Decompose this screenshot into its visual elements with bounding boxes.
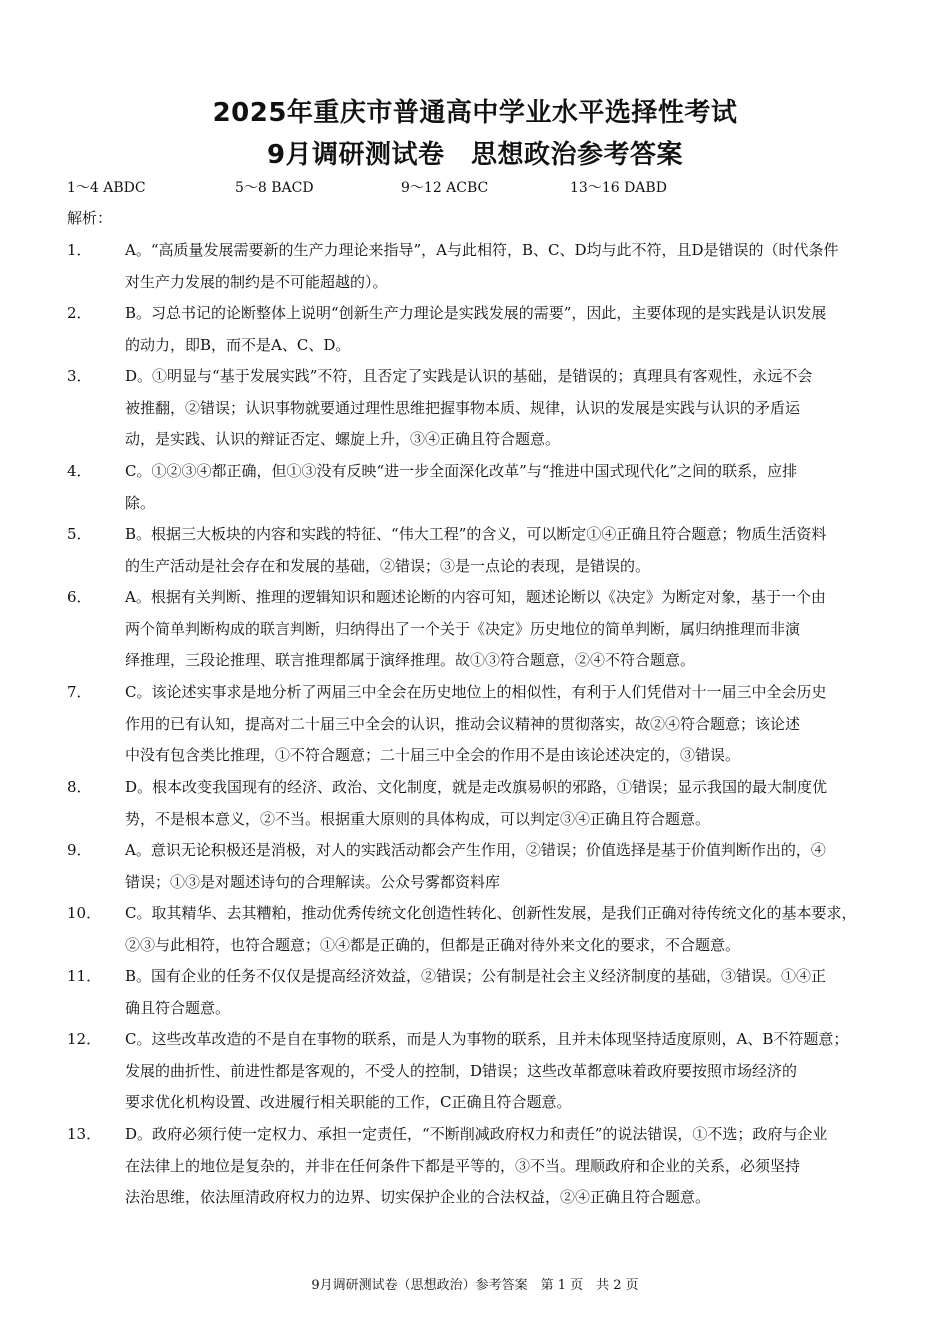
analysis-item xyxy=(67,519,885,582)
item-text-line: 除。 xyxy=(125,493,156,512)
item-text-line: C。该论述实事求是地分析了两届三中全会在历史地位上的相似性，有利于人们凭借对十一届三中全会历史 xyxy=(125,683,827,701)
item-text-line: 势，不是根本意义，②不当。根据重大原则的具体构成，可以判定③④正确且符合题意。 xyxy=(125,809,711,828)
analysis-item xyxy=(67,961,885,1024)
item-number: 6． xyxy=(67,588,92,606)
analysis-item xyxy=(67,582,885,677)
item-number: 2． xyxy=(67,304,92,322)
item-text-line: B。根据三大板块的内容和实践的特征、“伟大工程”的含义，可以断定①④正确且符合题意；物质生活资料 xyxy=(125,525,827,543)
item-text-line: 错误；①③是对题述诗句的合理解读。公众号雾都资料库 xyxy=(125,872,501,891)
answer-group: 5～8 BACD xyxy=(235,180,314,196)
item-text-line: 要求优化机构设置、改进履行相关职能的工作，C正确且符合题意。 xyxy=(125,1093,572,1111)
analysis-item xyxy=(67,677,885,772)
item-text-line: A。意识无论积极还是消极，对人的实践活动都会产生作用，②错误；价值选择是基于价值判断作出的，④ xyxy=(125,841,826,859)
item-text-line: C。取其精华、去其糟粕，推动优秀传统文化创造性转化、创新性发展，是我们正确对待传统文化的基本要求， xyxy=(125,904,857,922)
analysis-item xyxy=(67,298,885,361)
answer-group: 1～4 ABDC xyxy=(67,180,146,196)
analysis-item xyxy=(67,1024,885,1119)
item-text-line: 两个简单判断构成的联言判断，归纳得出了一个关于《决定》历史地位的简单判断，属归纳推理而非演 xyxy=(125,619,801,638)
item-text-line: 动，是实践、认识的辩证否定、螺旋上升，③④正确且符合题意。 xyxy=(125,430,561,448)
item-text-line: 的生产活动是社会存在和发展的基础，②错误；③是一点论的表现，是错误的。 xyxy=(125,556,651,575)
item-text-line: 对生产力发展的制约是不可能超越的）。 xyxy=(125,272,388,291)
item-text-line: A。“高质量发展需要新的生产力理论来指导”，A与此相符，B、C、D均与此不符，且D是错误的（时代条件 xyxy=(125,241,839,259)
item-text-line: D。政府必须行使一定权力、承担一定责任，“不断削减政府权力和责任”的说法错误，①不选；政府与企业 xyxy=(125,1125,828,1143)
item-text-line: 绎推理，三段论推理、联言推理都属于演绎推理。故①③符合题意，②④不符合题意。 xyxy=(125,651,696,669)
item-number: 10． xyxy=(67,904,102,922)
item-text-line: 确且符合题意。 xyxy=(125,998,231,1017)
item-number: 8． xyxy=(67,778,92,796)
answer-group: 13～16 DABD xyxy=(570,180,667,196)
page-footer: 9月调研测试卷（思想政治）参考答案 第 1 页 共 2 页 xyxy=(311,1278,639,1293)
item-number: 1． xyxy=(67,241,92,259)
exam-title: 2025年重庆市普通高中学业水平选择性考试 xyxy=(212,98,738,128)
item-number: 4． xyxy=(67,462,92,480)
item-number: 13． xyxy=(67,1125,102,1143)
item-number: 7． xyxy=(67,683,92,701)
analysis-heading: 解析： xyxy=(67,209,113,227)
exam-subtitle: 9月调研测试卷 思想政治参考答案 xyxy=(266,140,684,170)
item-text-line: 在法律上的地位是复杂的，并非在任何条件下都是平等的，③不当。理顺政府和企业的关系，必须坚持 xyxy=(125,1156,801,1175)
item-text-line: 作用的已有认知，提高对二十届三中全会的认识，推动会议精神的贯彻落实，故②④符合题意；该论述 xyxy=(125,714,801,733)
analysis-item xyxy=(67,361,885,456)
item-text-line: 发展的曲折性、前进性都是客观的，不受人的控制，D错误；这些改革都意味着政府要按照市场经济的 xyxy=(125,1061,798,1080)
item-number: 11． xyxy=(67,967,102,985)
item-text-line: 中没有包含类比推理，①不符合题意；二十届三中全会的作用不是由该论述决定的，③错误。 xyxy=(125,746,741,764)
analysis-item xyxy=(67,898,885,961)
analysis-item xyxy=(67,772,885,835)
item-number: 12． xyxy=(67,1030,102,1048)
item-number: 9． xyxy=(67,841,92,859)
answer-group: 9～12 ACBC xyxy=(401,180,489,196)
analysis-item xyxy=(67,235,885,298)
item-text-line: D。根本改变我国现有的经济、政治、文化制度，就是走改旗易帜的邪路，①错误；显示我国的最大制度优 xyxy=(125,778,828,796)
item-text-line: B。国有企业的任务不仅仅是提高经济效益，②错误；公有制是社会主义经济制度的基础，③错误。①④正 xyxy=(125,967,827,985)
analysis-item xyxy=(67,835,885,898)
item-text-line: 的动力，即B，而不是A、C、D。 xyxy=(125,335,351,354)
item-text-line: D。①明显与“基于发展实践”不符，且否定了实践是认识的基础，是错误的；真理具有客观性，永远不会 xyxy=(125,367,813,385)
item-text-line: A。根据有关判断、推理的逻辑知识和题述论断的内容可知，题述论断以《决定》为断定对象，基于一个由 xyxy=(125,588,826,606)
item-number: 5． xyxy=(67,525,92,543)
item-text-line: B。习总书记的论断整体上说明“创新生产力理论是实践发展的需要”，因此，主要体现的是实践是认识发展 xyxy=(125,304,827,322)
item-text-line: ②③与此相符，也符合题意；①④都是正确的，但都是正确对待外来文化的要求，不合题意。 xyxy=(125,935,741,954)
item-text-line: C。这些改革改造的不是自在事物的联系，而是人为事物的联系，且并未体现坚持适度原则，A、B不符题意； xyxy=(125,1030,849,1048)
analysis-item xyxy=(67,1119,885,1214)
item-text-line: C。①②③④都正确，但①③没有反映“进一步全面深化改革”与“推进中国式现代化”之间的联系，应排 xyxy=(125,462,798,480)
item-number: 3． xyxy=(67,367,92,385)
item-text-line: 被推翻，②错误；认识事物就要通过理性思维把握事物本质、规律，认识的发展是实践与认识的矛盾运 xyxy=(125,398,801,417)
analysis-item xyxy=(67,456,885,519)
item-text-line: 法治思维，依法厘清政府权力的边界、切实保护企业的合法权益，②④正确且符合题意。 xyxy=(125,1188,711,1206)
